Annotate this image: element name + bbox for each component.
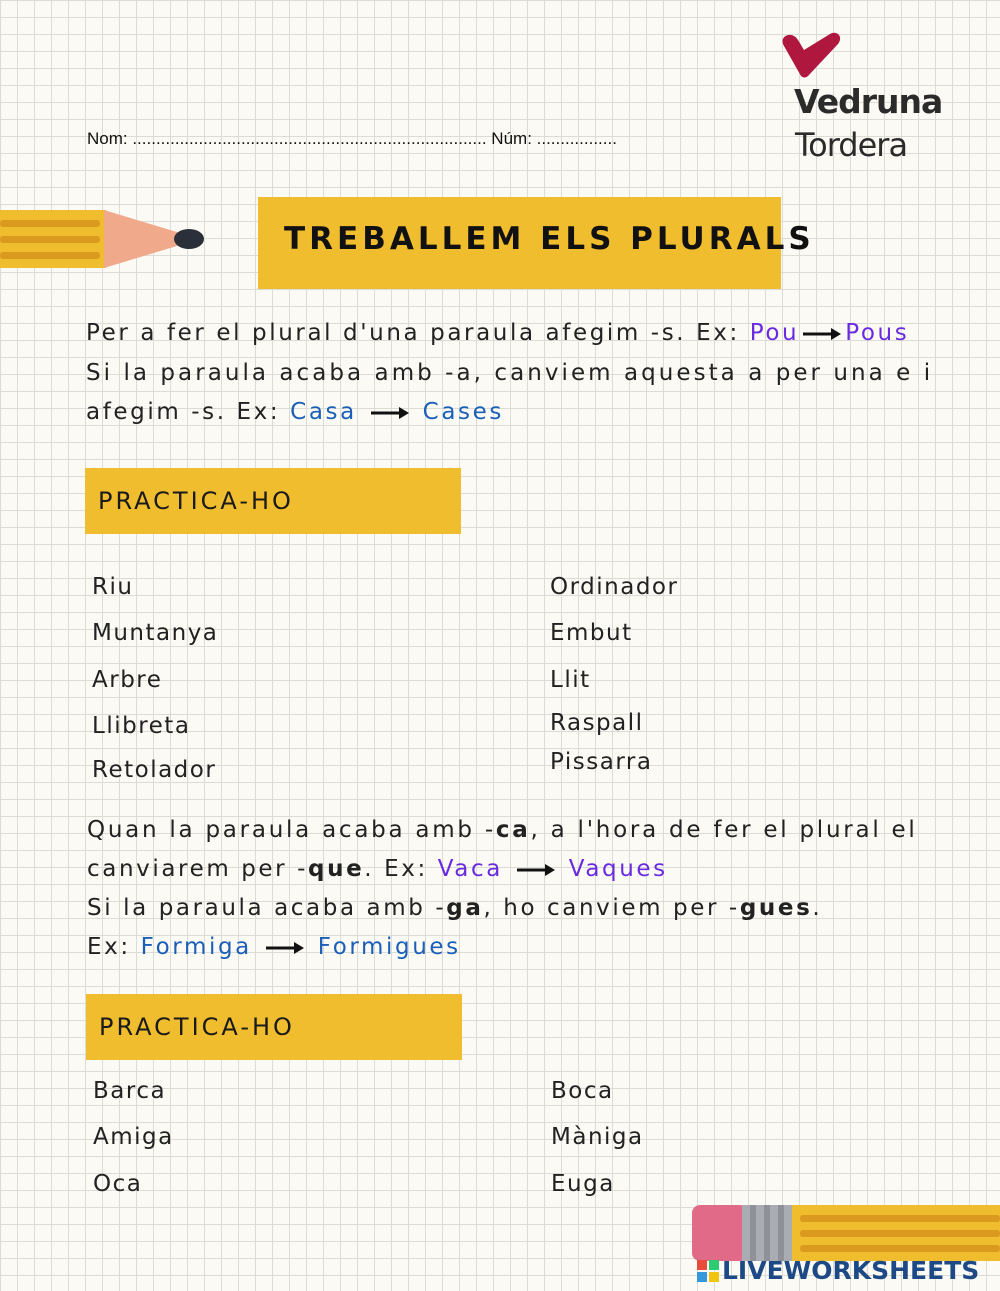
practice1-word: Arbre [92, 667, 163, 693]
arrow-right-icon [803, 326, 841, 342]
rule2-text: canviarem per - [87, 856, 309, 882]
title-banner [258, 197, 815, 289]
pencil-decoration-icon [0, 208, 210, 272]
rule2-ending: ca [495, 817, 531, 843]
rule2-text: , ho canviem per - [483, 895, 740, 921]
rule2-text: , a l'hora de fer el plural el [530, 817, 918, 843]
practice1-word: Ordinador [550, 574, 679, 600]
rule2-text: Ex: [87, 934, 131, 960]
example-plural: Cases [422, 399, 504, 425]
pencil-eraser-decoration-icon [690, 1203, 1000, 1263]
rule1-line3 [86, 399, 504, 425]
rule2-line1 [87, 817, 918, 843]
example-plural: Formigues [317, 934, 461, 960]
practice2-word: Oca [93, 1171, 143, 1197]
liveworksheets-logo-icon [697, 1260, 719, 1282]
example-singular: Formiga [140, 934, 252, 960]
rule1-line2: Si la paraula acaba amb -a, canviem aquesta a per una e i [86, 360, 934, 386]
rule2-ending: que [308, 856, 365, 882]
practice2-word: Euga [551, 1171, 615, 1197]
practice1-word: Llit [550, 667, 591, 693]
rule1-line3-text: afegim -s. Ex: [86, 399, 281, 425]
example-plural: Vaques [568, 856, 668, 882]
page-title: TREBALLEM ELS PLURALS [284, 221, 815, 257]
practice1-word: Muntanya [92, 620, 219, 646]
name-number-field-line: Nom: ........................................................................... Núm: ................. [87, 129, 617, 148]
watermark-text: LIVEWORKSHEETS [722, 1256, 980, 1285]
rule2-text: . Ex: [364, 856, 428, 882]
example-singular: Pou [749, 320, 800, 346]
practice1-word: Raspall [550, 710, 644, 736]
logo-text-vedruna: Vedruna [794, 82, 943, 121]
practice2-word: Boca [551, 1078, 614, 1104]
rule1-line1-text: Per a fer el plural d'una paraula afegim -s. Ex: [86, 320, 740, 346]
rule1-line1 [86, 320, 909, 346]
rule2-line3 [87, 895, 822, 921]
practice-label: PRACTICA-HO [98, 487, 294, 515]
rule2-text: Quan la paraula acaba amb - [87, 817, 496, 843]
practice1-word: Embut [550, 620, 633, 646]
practice2-word: Barca [93, 1078, 167, 1104]
example-plural: Pous [845, 320, 910, 346]
practice1-word: Riu [92, 574, 134, 600]
practice1-word: Llibreta [92, 713, 191, 739]
liveworksheets-watermark [697, 1256, 979, 1285]
practice1-word: Pissarra [550, 749, 653, 775]
rule2-ending: ga [446, 895, 484, 921]
rule2-line4 [87, 934, 461, 960]
rule2-text: . [812, 895, 823, 921]
rule2-ending: gues [739, 895, 813, 921]
practice1-word: Retolador [92, 757, 217, 783]
example-singular: Casa [290, 399, 357, 425]
logo-text-tordera: Tordera [795, 126, 908, 164]
rule2-line2 [87, 856, 668, 882]
arrow-right-icon [517, 862, 555, 878]
practice-banner-1 [85, 468, 461, 534]
practice2-word: Màniga [551, 1124, 644, 1150]
rule2-text: Si la paraula acaba amb - [87, 895, 447, 921]
example-singular: Vaca [437, 856, 503, 882]
vedruna-heart-check-icon [780, 32, 842, 80]
practice2-word: Amiga [93, 1124, 174, 1150]
practice-banner-2 [86, 994, 462, 1060]
arrow-right-icon [266, 940, 304, 956]
practice-label: PRACTICA-HO [99, 1013, 295, 1041]
arrow-right-icon [371, 405, 409, 421]
